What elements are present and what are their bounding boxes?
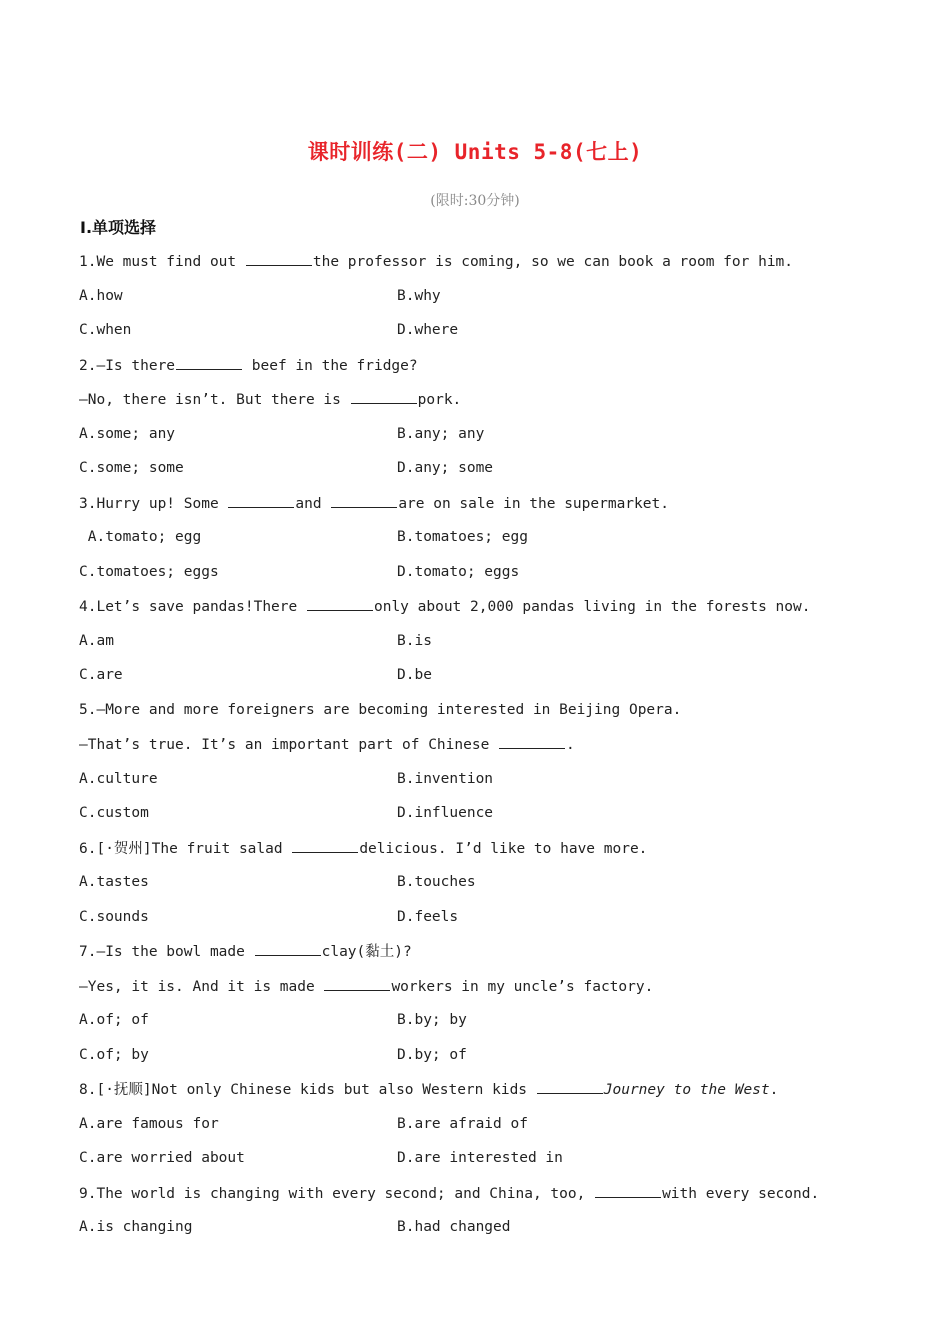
option-b: B.touches — [397, 874, 476, 890]
stem-text: 4.Let’s save pandas!There — [79, 599, 306, 615]
question-stem — [79, 356, 418, 375]
answer-blank — [351, 390, 417, 404]
option-c: C.tomatoes; eggs — [79, 563, 219, 580]
answer-blank — [255, 942, 321, 956]
option-b: B.by; by — [397, 1012, 467, 1028]
option-c: C.of; by — [79, 1046, 149, 1063]
option-c: C.are — [79, 667, 123, 683]
option-b: B.are afraid of — [397, 1115, 528, 1132]
answer-blank — [292, 839, 358, 853]
option-d: D.where — [397, 322, 459, 338]
option-d: D.tomato; eggs — [397, 563, 520, 580]
option-b: B.invention — [397, 770, 494, 787]
stem-text: 3.Hurry up! Some — [79, 495, 228, 512]
stem-text: . — [566, 737, 575, 753]
answer-blank — [307, 597, 373, 611]
question-stem — [79, 1080, 778, 1099]
option-a: A.tastes — [79, 874, 149, 890]
answer-blank — [246, 252, 312, 266]
stem-text: Journey to the West. — [603, 1082, 779, 1098]
option-b: B.is — [397, 632, 432, 649]
option-a: A.tomato; egg — [79, 529, 202, 545]
question-stem — [79, 390, 461, 409]
question-stem — [79, 942, 412, 961]
option-a: A.am — [79, 632, 114, 649]
stem-text: clay(黏土)? — [321, 944, 412, 960]
stem-text: 6.[·贺州]The fruit salad — [79, 840, 292, 857]
answer-blank — [595, 1184, 661, 1198]
stem-text: only about 2,000 pandas living in the forests now. — [373, 599, 811, 615]
stem-text: 1.We must find out — [79, 254, 245, 270]
page-title: 课时训练(二) Units 5-8(七上) — [307, 140, 643, 164]
option-c: C.when — [79, 322, 132, 338]
option-d: D.are interested in — [397, 1150, 563, 1166]
option-a: A.culture — [79, 770, 158, 787]
stem-text: —That’s true. It’s an important part of Chinese — [79, 737, 499, 753]
question-stem — [79, 977, 653, 996]
stem-text: delicious. I’d like to have more. — [359, 840, 648, 857]
option-d: D.by; of — [397, 1046, 467, 1063]
option-a: A.is changing — [79, 1219, 193, 1235]
stem-text: —No, there isn’t. But there is — [79, 392, 350, 408]
option-b: B.any; any — [397, 425, 485, 442]
question-stem — [79, 839, 647, 858]
stem-text: with every second. — [662, 1185, 820, 1202]
question-stem — [79, 701, 681, 719]
stem-text: —Yes, it is. And it is made — [79, 978, 324, 995]
option-b: B.tomatoes; egg — [397, 529, 528, 545]
question-stem — [79, 597, 810, 616]
option-d: D.feels — [397, 908, 459, 925]
option-c: C.custom — [79, 805, 149, 821]
option-b: B.why — [397, 287, 441, 304]
answer-blank — [176, 356, 242, 370]
question-stem — [79, 252, 793, 271]
option-d: D.be — [397, 667, 432, 683]
time-limit: (限时:30分钟) — [430, 193, 520, 209]
stem-text: are on sale in the supermarket. — [398, 495, 669, 512]
stem-text: pork. — [417, 392, 462, 408]
answer-blank — [499, 735, 565, 749]
stem-text: 8.[·抚顺]Not only Chinese kids but also Western kids — [79, 1082, 536, 1098]
option-a: A.of; of — [79, 1012, 149, 1028]
stem-text: 5.—More and more foreigners are becoming interested in Beijing Opera. — [79, 701, 682, 718]
answer-blank — [228, 494, 294, 508]
stem-text: 2.—Is there — [79, 357, 176, 374]
stem-text: 9.The world is changing with every second; and China, too, — [79, 1185, 595, 1202]
option-a: A.how — [79, 287, 123, 304]
stem-text: and — [295, 495, 331, 512]
stem-text: beef in the fridge? — [243, 357, 418, 374]
option-a: A.some; any — [79, 425, 176, 442]
option-a: A.are famous for — [79, 1115, 219, 1132]
option-c: C.sounds — [79, 908, 149, 925]
question-stem — [79, 735, 575, 754]
option-b: B.had changed — [397, 1219, 511, 1235]
answer-blank — [331, 494, 397, 508]
answer-blank — [324, 977, 390, 991]
stem-text: workers in my uncle’s factory. — [391, 978, 654, 995]
stem-text: the professor is coming, so we can book a room for him. — [312, 254, 794, 270]
question-stem — [79, 1184, 819, 1203]
stem-text: 7.—Is the bowl made — [79, 944, 254, 960]
option-d: D.any; some — [397, 460, 494, 476]
option-c: C.some; some — [79, 460, 184, 476]
question-stem — [79, 494, 669, 513]
option-d: D.influence — [397, 805, 494, 821]
option-c: C.are worried about — [79, 1150, 245, 1166]
section-title: Ⅰ.单项选择 — [80, 218, 157, 237]
answer-blank — [537, 1080, 603, 1094]
